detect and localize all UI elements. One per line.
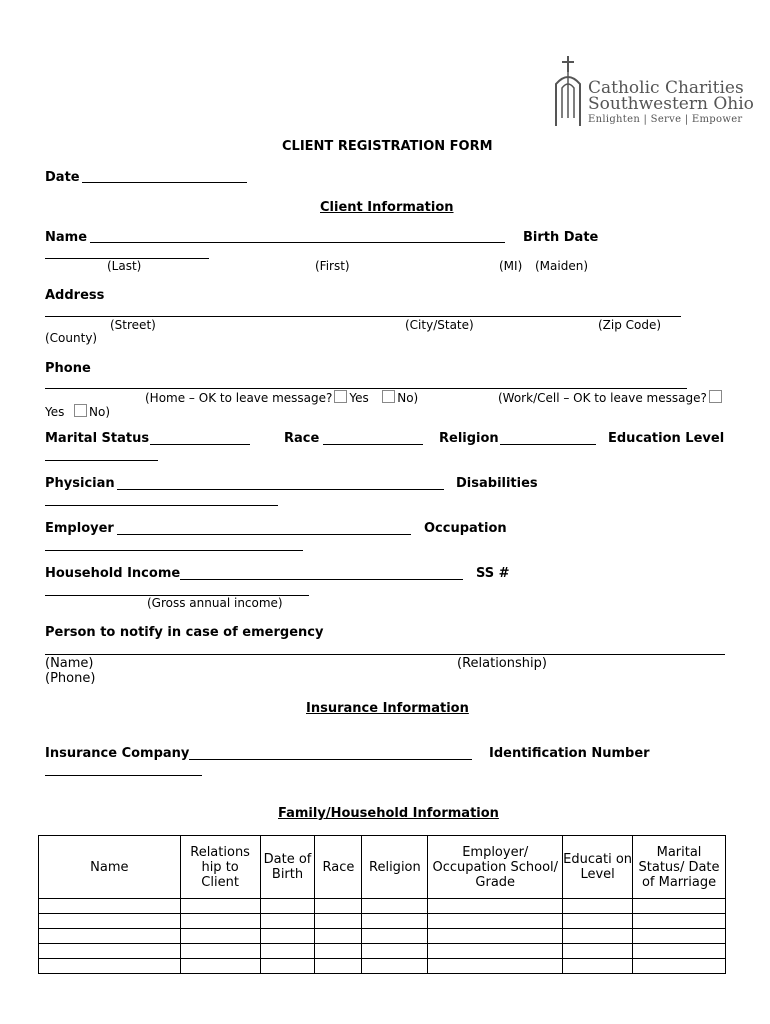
table-row: [39, 914, 726, 929]
race-field[interactable]: [323, 444, 423, 445]
household-income-field[interactable]: [180, 579, 463, 580]
table-cell[interactable]: [563, 914, 633, 929]
table-cell[interactable]: [180, 899, 260, 914]
name-field[interactable]: [90, 242, 505, 243]
table-cell[interactable]: [563, 944, 633, 959]
phone-work-group: [498, 390, 724, 405]
table-cell[interactable]: [633, 899, 726, 914]
col-header-religion: Religion: [362, 836, 428, 899]
table-cell[interactable]: [260, 914, 315, 929]
col-header-education: Educati on Level: [563, 836, 633, 899]
date-label: Date: [45, 170, 80, 185]
address-city-hint: (City/State): [405, 318, 474, 332]
table-cell[interactable]: [428, 959, 563, 974]
emergency-phone-hint: (Phone): [45, 671, 96, 686]
table-cell[interactable]: [563, 929, 633, 944]
religion-field[interactable]: [500, 444, 596, 445]
physician-label: Physician: [45, 476, 115, 491]
marital-status-label: Marital Status: [45, 431, 150, 446]
table-cell[interactable]: [260, 959, 315, 974]
phone-field[interactable]: [45, 388, 687, 389]
table-cell[interactable]: [428, 944, 563, 959]
table-cell[interactable]: [315, 914, 362, 929]
table-cell[interactable]: [39, 914, 181, 929]
table-row: [39, 959, 726, 974]
race-label: Race: [284, 431, 320, 446]
employer-field[interactable]: [117, 534, 411, 535]
physician-field[interactable]: [117, 489, 444, 490]
table-cell[interactable]: [563, 899, 633, 914]
work-no-label: No): [89, 405, 111, 419]
address-county-hint: (County): [45, 331, 98, 345]
family-table-header-row: [39, 836, 726, 899]
home-no-label: No): [397, 391, 419, 405]
col-header-relationship: Relations hip to Client: [180, 836, 260, 899]
address-street-hint: (Street): [110, 318, 156, 332]
emergency-contact-label: Person to notify in case of emergency: [45, 625, 324, 640]
home-yes-label: Yes: [349, 391, 369, 405]
work-yes-label: Yes: [45, 405, 65, 419]
logo-line-2: Southwestern Ohio: [588, 94, 754, 114]
address-field[interactable]: [45, 316, 681, 317]
table-cell[interactable]: [315, 959, 362, 974]
table-cell[interactable]: [315, 944, 362, 959]
home-yes-checkbox[interactable]: [334, 390, 347, 403]
emergency-contact-field[interactable]: [45, 654, 725, 655]
logo-tagline: Enlighten | Serve | Empower: [588, 114, 743, 125]
name-maiden-hint: (Maiden): [535, 259, 589, 273]
table-cell[interactable]: [428, 899, 563, 914]
table-cell[interactable]: [633, 959, 726, 974]
date-field[interactable]: [82, 182, 247, 183]
occupation-label: Occupation: [424, 521, 507, 536]
table-cell[interactable]: [180, 959, 260, 974]
emergency-name-hint: (Name): [45, 656, 94, 671]
address-zip-hint: (Zip Code): [598, 318, 662, 332]
table-cell[interactable]: [633, 929, 726, 944]
gross-income-hint: (Gross annual income): [147, 596, 283, 610]
phone-work-group-2: [45, 404, 110, 419]
family-household-table: [38, 835, 726, 974]
home-no-checkbox[interactable]: [382, 390, 395, 403]
table-cell[interactable]: [260, 944, 315, 959]
table-row: [39, 944, 726, 959]
household-income-label: Household Income: [45, 566, 181, 581]
col-header-date-of-birth: Date of Birth: [260, 836, 315, 899]
table-cell[interactable]: [362, 959, 428, 974]
table-cell[interactable]: [428, 914, 563, 929]
education-level-field[interactable]: [45, 460, 158, 461]
education-level-label: Education Level: [608, 431, 725, 446]
table-cell[interactable]: [39, 899, 181, 914]
client-info-heading: Client Information: [320, 200, 454, 215]
logo: [552, 56, 754, 128]
table-cell[interactable]: [563, 959, 633, 974]
table-cell[interactable]: [260, 929, 315, 944]
work-yes-checkbox[interactable]: [709, 390, 722, 403]
name-first-hint: (First): [315, 259, 350, 273]
table-row: [39, 929, 726, 944]
insurance-info-heading: Insurance Information: [306, 701, 469, 716]
insurance-company-label: Insurance Company: [45, 746, 190, 761]
form-title: CLIENT REGISTRATION FORM: [282, 139, 493, 154]
name-label: Name: [45, 230, 88, 245]
phone-home-hint: (Home – OK to leave message?: [145, 391, 333, 405]
employer-label: Employer: [45, 521, 114, 536]
col-header-name: Name: [39, 836, 181, 899]
table-cell[interactable]: [633, 944, 726, 959]
table-cell[interactable]: [39, 929, 181, 944]
name-mi-hint: (MI): [499, 259, 523, 273]
table-cell[interactable]: [362, 944, 428, 959]
cross-door-icon: [552, 56, 586, 128]
col-header-race: Race: [315, 836, 362, 899]
table-cell[interactable]: [315, 899, 362, 914]
religion-label: Religion: [439, 431, 499, 446]
table-row: [39, 899, 726, 914]
address-label: Address: [45, 288, 105, 303]
table-cell[interactable]: [362, 929, 428, 944]
col-header-marital: Marital Status/ Date of Marriage: [633, 836, 726, 899]
ss-label: SS #: [476, 566, 510, 581]
table-cell[interactable]: [180, 929, 260, 944]
identification-number-label: Identification Number: [489, 746, 650, 761]
phone-label: Phone: [45, 361, 91, 376]
identification-number-field[interactable]: [45, 775, 202, 776]
logo-line-1: Catholic Charities: [588, 78, 744, 98]
disabilities-label: Disabilities: [456, 476, 538, 491]
table-cell[interactable]: [39, 944, 181, 959]
marital-status-field[interactable]: [150, 444, 250, 445]
table-cell[interactable]: [362, 899, 428, 914]
birth-date-label: Birth Date: [523, 230, 599, 245]
table-cell[interactable]: [180, 914, 260, 929]
table-cell[interactable]: [180, 944, 260, 959]
phone-home-group: [145, 390, 418, 405]
table-cell[interactable]: [260, 899, 315, 914]
table-cell[interactable]: [362, 914, 428, 929]
phone-work-hint: (Work/Cell – OK to leave message?: [498, 391, 707, 405]
name-last-hint: (Last): [107, 259, 142, 273]
table-cell[interactable]: [315, 929, 362, 944]
family-info-heading: Family/Household Information: [278, 806, 499, 821]
disabilities-field[interactable]: [45, 505, 278, 506]
occupation-field[interactable]: [45, 550, 303, 551]
emergency-relationship-hint: (Relationship): [457, 656, 547, 671]
table-cell[interactable]: [633, 914, 726, 929]
table-cell[interactable]: [39, 959, 181, 974]
work-no-checkbox[interactable]: [74, 404, 87, 417]
table-cell[interactable]: [428, 929, 563, 944]
col-header-employer: Employer/ Occupation School/ Grade: [428, 836, 563, 899]
insurance-company-field[interactable]: [189, 759, 472, 760]
